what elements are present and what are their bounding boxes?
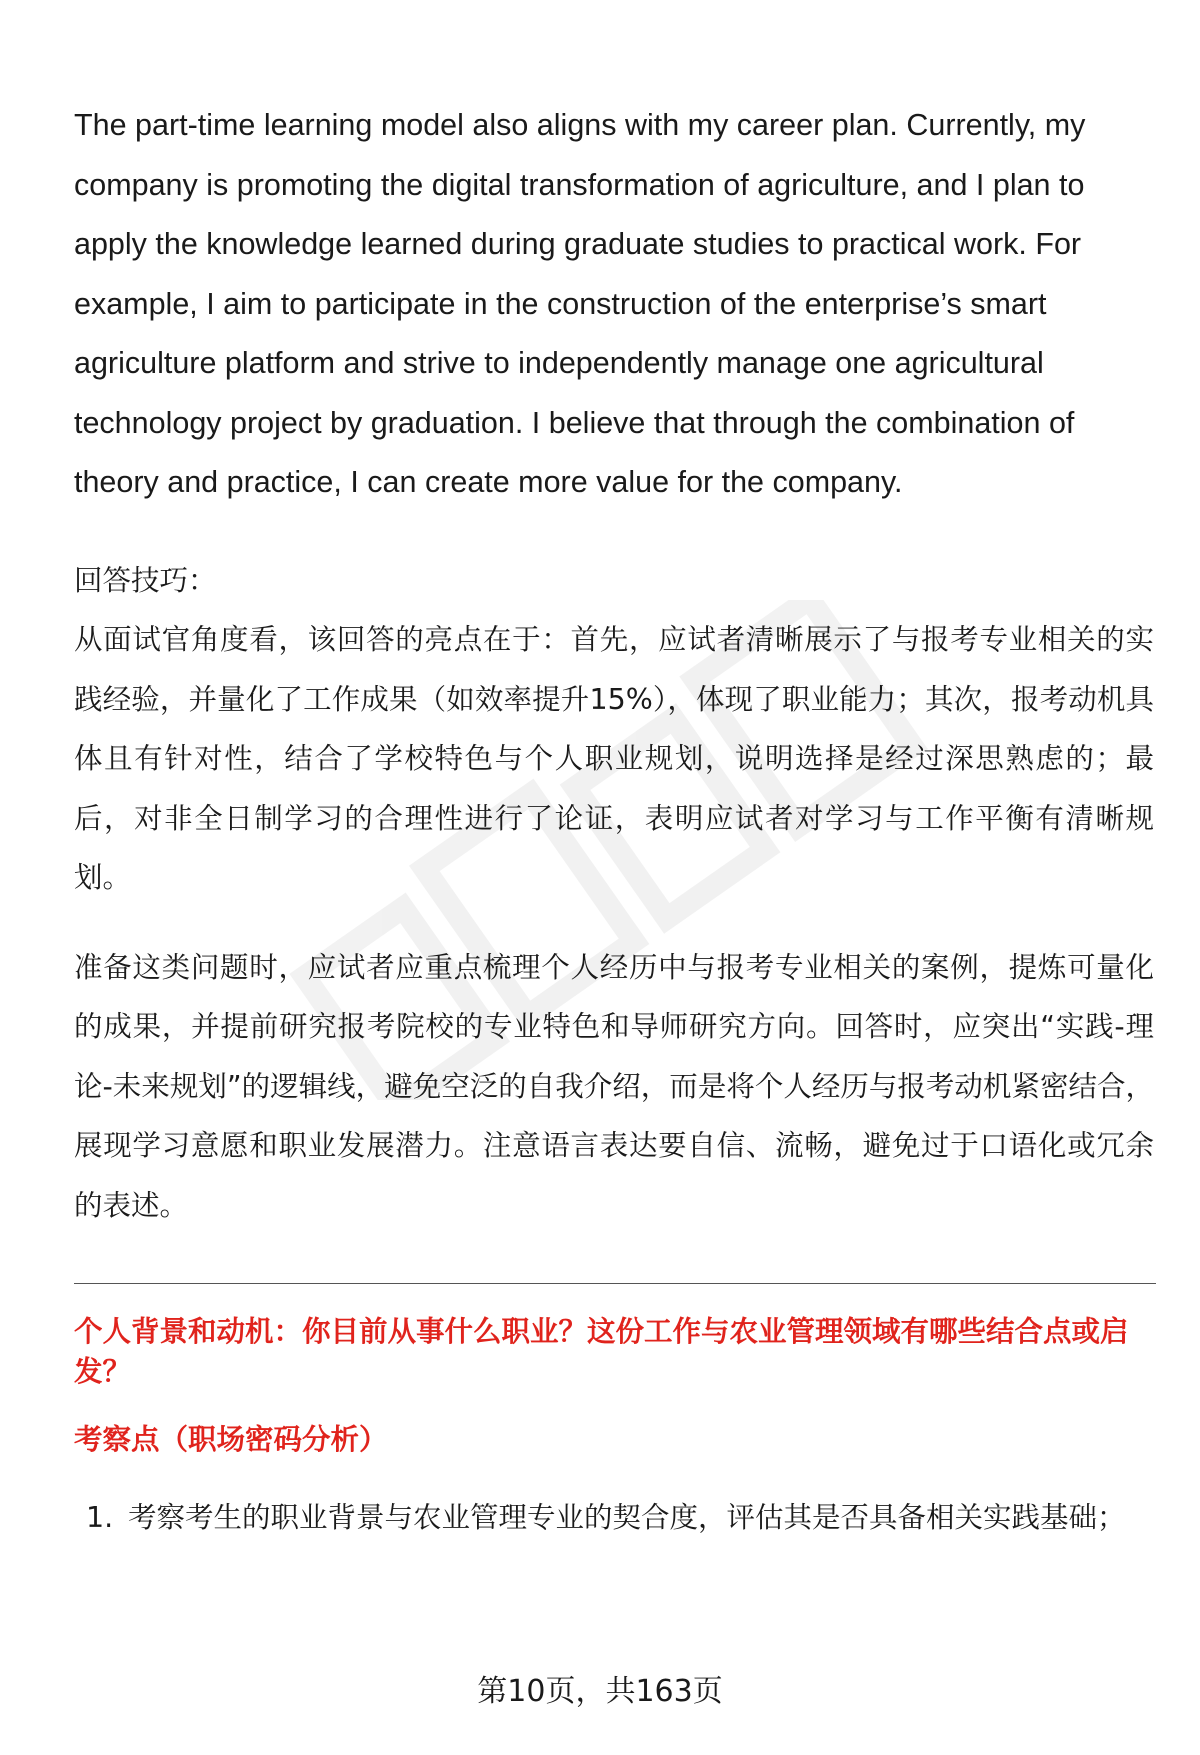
list-item-text: 考察考生的职业背景与农业管理专业的契合度，评估其是否具备相关实践基础； [128, 1501, 1126, 1534]
tips-paragraph-2: 准备这类问题时，应试者应重点梳理个人经历中与报考专业相关的案例，提炼可量化的成果，并提前研究报考院校的专业特色和导师研究方向。回答时，应突出“实践-理论-未来规划”的逻辑线，避免空泛的自我介绍，而是将个人经历与报考动机紧密结合，展现学习意愿和职业发展潜力。注意语言表达要自信、流畅，避免过于口语化或冗余的表述。 [74, 950, 1154, 1222]
question-subheading: 考察点（职场密码分析） [74, 1423, 388, 1456]
document-page [74, 96, 1154, 1548]
section-divider [74, 1283, 1156, 1284]
page-footer: 第10页，共163页 [477, 1674, 723, 1709]
assessment-list [74, 1488, 1154, 1548]
list-item [74, 1488, 1134, 1548]
question-heading: 个人背景和动机：你目前从事什么职业？这份工作与农业管理领域有哪些结合点或启发？ [74, 1315, 1129, 1388]
answer-english-paragraph: The part-time learning model also aligns with my career plan. Currently, my company is promoting the digital transformation of agriculture, and I plan to apply the knowledge learned during graduate studies to practical work. For example, I aim to participate in the construction of the enterprise’s smart agriculture platform and strive to independently manage one agricultural technology project by graduation. I believe that through the combination of theory and practice, I can create more value for the company. [74, 108, 1086, 499]
list-item-number: 1. [86, 1501, 114, 1534]
tips-paragraph-1: 从面试官角度看，该回答的亮点在于：首先，应试者清晰展示了与报考专业相关的实践经验，并量化了工作成果（如效率提升15%），体现了职业能力；其次，报考动机具体且有针对性，结合了学校特色与个人职业规划，说明选择是经过深思熟虑的；最后，对非全日制学习的合理性进行了论证，表明应试者对学习与工作平衡有清晰规划。 [74, 623, 1154, 894]
tips-label: 回答技巧： [74, 563, 217, 597]
